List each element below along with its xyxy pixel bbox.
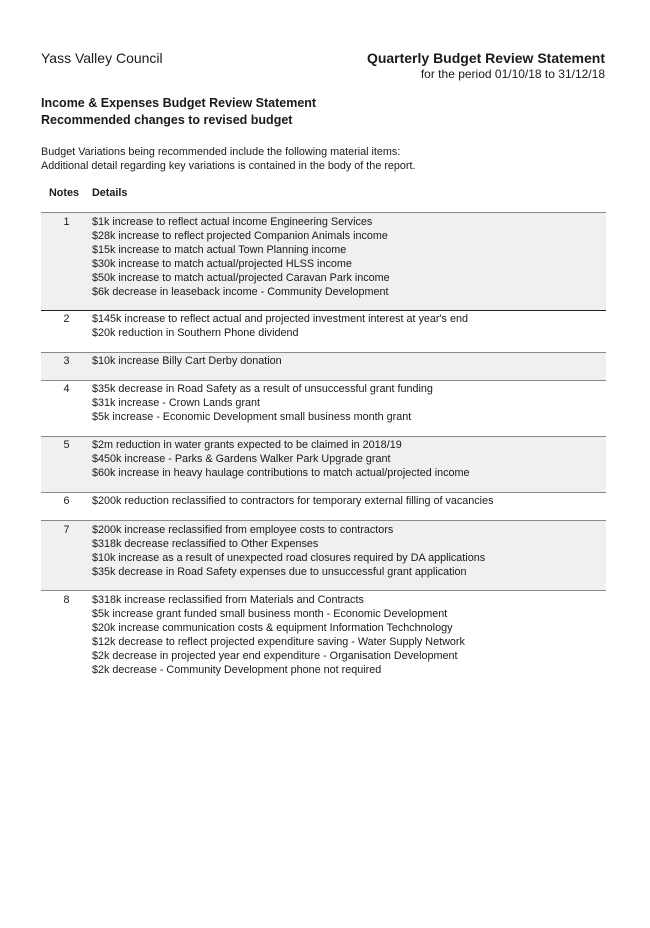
- intro-line: Additional detail regarding key variations is contained in the body of the report.: [41, 160, 416, 172]
- note-details: [92, 382, 606, 436]
- note-row: [41, 352, 606, 380]
- note-row: [41, 212, 606, 310]
- note-details: [92, 215, 606, 310]
- note-detail-line: $200k reduction reclassified to contractors for temporary external filling of vacancies: [92, 495, 494, 507]
- budget-variations-table: [41, 212, 606, 680]
- note-detail-line: $35k decrease in Road Safety as a result of unsuccessful grant funding: [92, 383, 433, 395]
- note-detail-line: $35k decrease in Road Safety expenses due to unsuccessful grant application: [92, 566, 467, 578]
- note-details: [92, 494, 606, 520]
- note-detail-line: $20k increase communication costs & equipment Information Techchnology: [92, 622, 453, 634]
- intro-text: [41, 145, 416, 173]
- note-detail-line: $50k increase to match actual/projected Caravan Park income: [92, 272, 390, 284]
- note-detail-line: $20k reduction in Southern Phone dividend: [92, 327, 299, 339]
- note-row: [41, 310, 606, 352]
- intro-line: Budget Variations being recommended include the following material items:: [41, 146, 401, 158]
- note-detail-line: $450k increase - Parks & Gardens Walker Park Upgrade grant: [92, 453, 391, 465]
- section-subheading: Recommended changes to revised budget: [41, 113, 293, 127]
- council-name: Yass Valley Council: [41, 50, 163, 66]
- note-details: [92, 354, 606, 380]
- report-period: for the period 01/10/18 to 31/12/18: [420, 67, 605, 81]
- note-detail-line: $31k increase - Crown Lands grant: [92, 397, 261, 409]
- report-title: Quarterly Budget Review Statement: [366, 50, 605, 66]
- note-row: [41, 590, 606, 680]
- note-number: 4: [63, 383, 70, 395]
- note-row: [41, 492, 606, 520]
- note-detail-line: $2m reduction in water grants expected to be claimed in 2018/19: [92, 439, 402, 451]
- note-row: [41, 436, 606, 492]
- note-detail-line: $318k increase reclassified from Materials and Contracts: [92, 594, 364, 606]
- note-detail-line: $145k increase to reflect actual and projected investment interest at year's end: [92, 313, 468, 325]
- note-detail-line: $6k decrease in leaseback income - Community Development: [92, 286, 389, 298]
- note-detail-line: $5k increase grant funded small business month - Economic Development: [92, 608, 448, 620]
- note-detail-line: $10k increase Billy Cart Derby donation: [92, 355, 282, 367]
- notes-column-header: Notes: [49, 187, 79, 199]
- note-details: [92, 593, 606, 680]
- note-detail-line: $15k increase to match actual Town Planning income: [92, 244, 347, 256]
- note-detail-line: $10k increase as a result of unexpected road closures required by DA applications: [92, 552, 486, 564]
- note-detail-line: $12k decrease to reflect projected expenditure saving - Water Supply Network: [92, 636, 465, 648]
- note-number: 1: [63, 216, 70, 228]
- note-detail-line: $2k decrease - Community Development phone not required: [92, 664, 382, 676]
- note-detail-line: $318k decrease reclassified to Other Expenses: [92, 538, 319, 550]
- note-detail-line: $30k increase to match actual/projected HLSS income: [92, 258, 352, 270]
- note-details: [92, 438, 606, 492]
- note-number: 7: [63, 524, 70, 536]
- details-column-header: Details: [92, 187, 128, 199]
- note-detail-line: $1k increase to reflect actual income Engineering Services: [92, 216, 373, 228]
- note-number: 2: [63, 313, 70, 325]
- note-row: [41, 380, 606, 436]
- note-number: 3: [63, 355, 70, 367]
- note-details: [92, 523, 606, 590]
- section-heading: Income & Expenses Budget Review Statement: [41, 96, 317, 110]
- note-detail-line: $2k decrease in projected year end expenditure - Organisation Development: [92, 650, 458, 662]
- note-detail-line: $28k increase to reflect projected Companion Animals income: [92, 230, 388, 242]
- note-details: [92, 312, 606, 352]
- note-detail-line: $60k increase in heavy haulage contributions to match actual/projected income: [92, 467, 470, 479]
- note-number: 6: [63, 495, 70, 507]
- note-number: 5: [63, 439, 70, 451]
- note-row: [41, 520, 606, 590]
- note-detail-line: $200k increase reclassified from employee costs to contractors: [92, 524, 394, 536]
- note-number: 8: [63, 594, 70, 606]
- note-detail-line: $5k increase - Economic Development small business month grant: [92, 411, 412, 423]
